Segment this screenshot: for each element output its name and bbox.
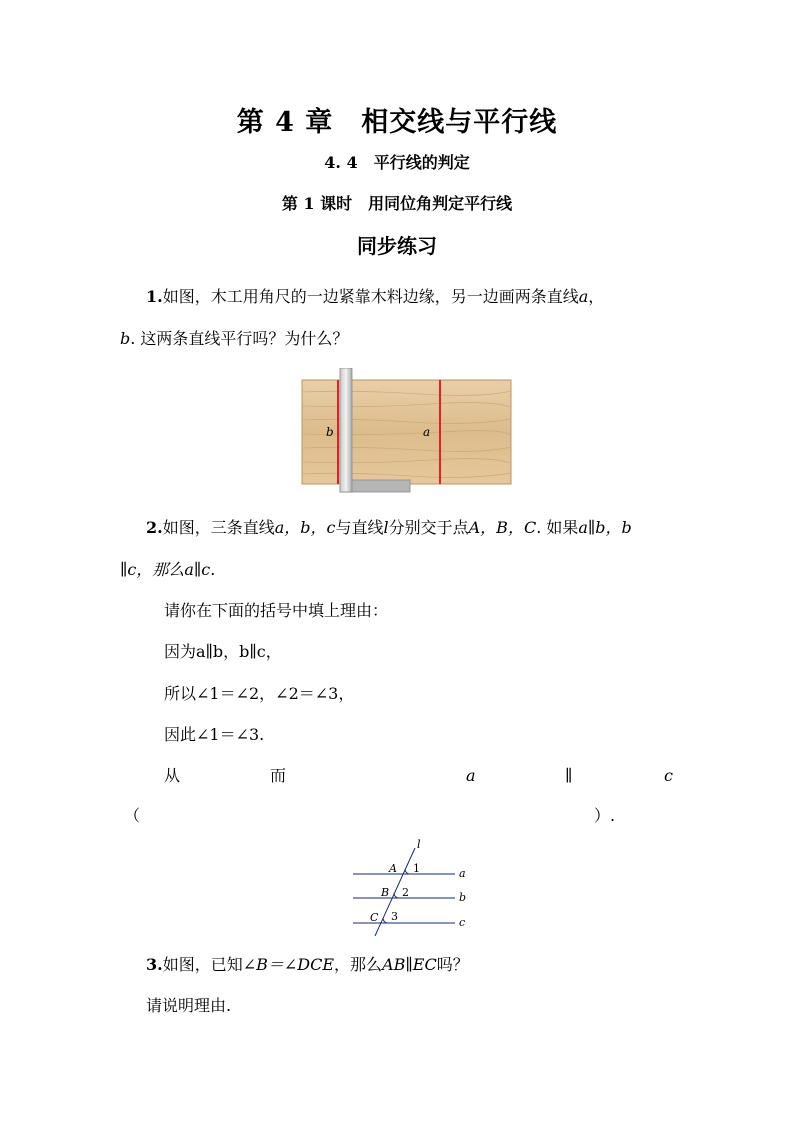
label-C: C [370, 911, 379, 924]
q2-line1 [146, 518, 632, 538]
q3-number: 3. [146, 955, 163, 974]
label-A: A [389, 862, 397, 875]
q2-step4-par: ∥ [565, 766, 573, 785]
label-a: a [459, 867, 466, 880]
q2-paren-close: ）. [594, 806, 616, 825]
q2-step4-er: 而 [270, 766, 287, 785]
q1-wood-figure [300, 368, 515, 498]
chapter-title: 第 4 章 相交线与平行线 [236, 107, 558, 138]
q2-cond: a∥b，b [578, 518, 632, 537]
label-b: b [459, 891, 467, 904]
q2-step4-a: a [466, 766, 476, 785]
label-2: 2 [402, 886, 409, 899]
section-title: 4. 4 平行线的判定 [324, 153, 470, 172]
q2-step4-c: c [664, 766, 673, 785]
q2-mid: 与直线 [335, 518, 384, 537]
q3-line2: 请说明理由. [146, 996, 232, 1015]
q1-var-b: b [120, 329, 131, 348]
label-1: 1 [413, 862, 420, 875]
q2-paren-open: （ [124, 806, 141, 825]
q2-points: A，B，C [468, 518, 537, 537]
q1-line2 [120, 329, 348, 349]
label-l: l [417, 838, 421, 851]
q2-step3: 因此∠1＝∠3. [164, 725, 265, 744]
q3-pre: 如图，已知 [162, 955, 243, 974]
q3-post: 吗？ [436, 955, 469, 974]
practice-title: 同步练习 [357, 234, 437, 258]
q1-text1: 如图，木工用角尺的一边紧靠木料边缘，另一边画两条直线 [162, 287, 579, 306]
wood-label-a: a [423, 425, 431, 439]
q2-tail: 分别交于点 [388, 518, 469, 537]
q1-number: 1. [146, 287, 163, 306]
q1-var-a: a [578, 287, 589, 306]
square-ruler-blade [340, 368, 352, 492]
q1-text2: . 这两条直线平行吗？为什么？ [130, 329, 349, 348]
lesson-title: 第 1 课时 用同位角判定平行线 [281, 194, 513, 213]
wood-label-b: b [326, 425, 334, 439]
q2-prompt: 请你在下面的括号中填上理由： [164, 601, 389, 620]
q1-line1 [146, 287, 604, 307]
q2-parallel-lines-figure [345, 838, 480, 938]
q3-mid: ，那么 [334, 955, 383, 974]
q3-concl: AB∥EC [382, 955, 437, 974]
q2-line2: ∥c，那么a∥c. [120, 560, 216, 579]
q2-number: 2. [146, 518, 163, 537]
q2-step4-cong: 从 [164, 766, 181, 785]
label-3: 3 [391, 910, 398, 923]
q1-sep: ， [588, 287, 605, 306]
q3-line1 [146, 955, 469, 975]
q2-if: . 如果 [536, 518, 579, 537]
q2-text1: 如图，三条直线 [162, 518, 275, 537]
label-B: B [381, 886, 390, 899]
q2-step2: 所以∠1＝∠2，∠2＝∠3， [164, 684, 355, 703]
q2-vars: a，b，c [274, 518, 336, 537]
q2-var-l: l [383, 518, 389, 537]
label-c: c [459, 916, 466, 929]
q2-step1: 因为a∥b，b∥c， [164, 642, 282, 661]
angle-3-arc [383, 918, 387, 923]
q3-cond: ∠B＝∠DCE [242, 955, 335, 974]
